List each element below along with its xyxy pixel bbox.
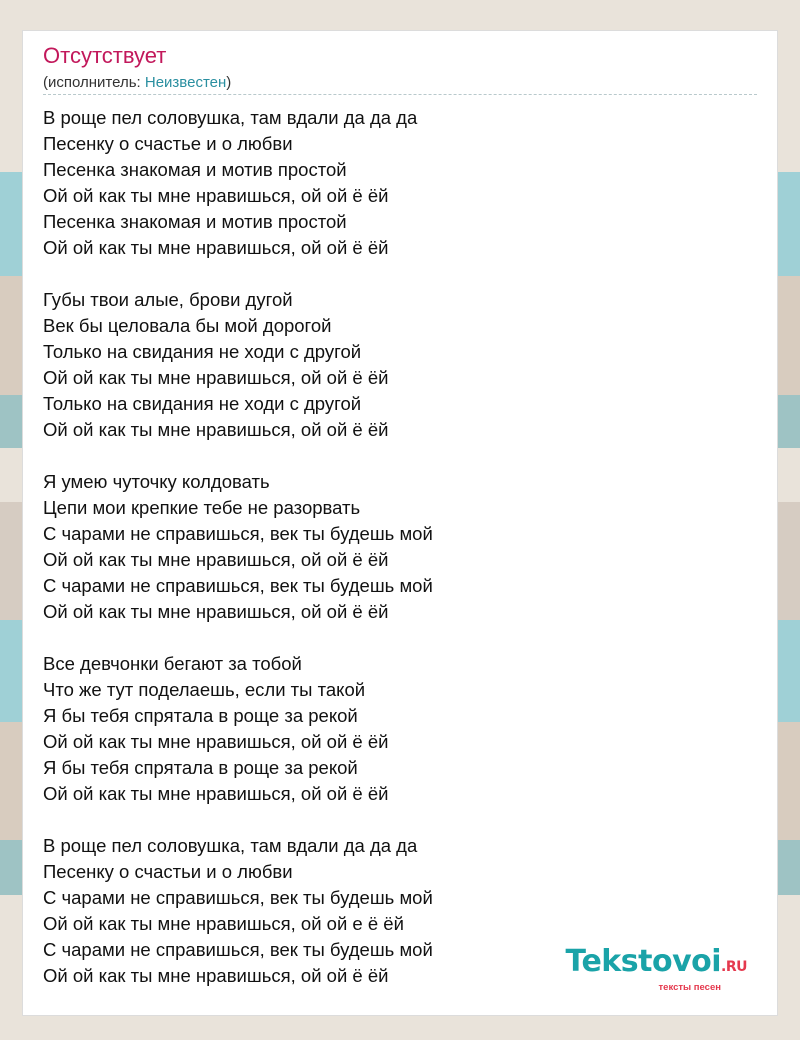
lyrics-line: В роще пел соловушка, там вдали да да да [43,835,418,856]
lyrics-line: Ой ой как ты мне нравишься, ой ой ё ёй [43,731,389,752]
artist-prefix: (исполнитель: [43,74,145,91]
lyrics-line: Ой ой как ты мне нравишься, ой ой ё ёй [43,185,389,206]
lyrics-line: Я умею чуточку колдовать [43,471,270,492]
lyrics-line: Ой ой как ты мне нравишься, ой ой ё ёй [43,367,389,388]
lyrics-line: Ой ой как ты мне нравишься, ой ой ё ёй [43,965,389,986]
lyrics-line: С чарами не справишься, век ты будешь мой [43,575,433,596]
artist-link[interactable]: Неизвестен [144,74,227,91]
lyrics-stanza [43,469,743,625]
lyrics-line: С чарами не справишься, век ты будешь мой [43,887,433,908]
artist-line [43,74,231,91]
lyrics-line: Песенка знакомая и мотив простой [43,211,347,232]
lyrics-body [43,105,743,1015]
site-logo[interactable] [565,946,747,993]
lyrics-line: Ой ой как ты мне нравишься, ой ой ё ёй [43,549,389,570]
logo-tld: .RU [721,959,747,975]
logo-tagline: тексты песен [658,982,721,993]
title-divider [43,94,757,95]
lyrics-line: Ой ой как ты мне нравишься, ой ой ё ёй [43,601,389,622]
lyrics-line: Ой ой как ты мне нравишься, ой ой ё ёй [43,783,389,804]
lyrics-line: Ой ой как ты мне нравишься, ой ой ё ёй [43,237,389,258]
lyrics-line: Только на свидания не ходи с другой [43,393,362,414]
lyrics-line: Я бы тебя спрятала в роще за рекой [43,705,358,726]
lyrics-line: Что же тут поделаешь, если ты такой [43,679,366,700]
lyrics-line: Цепи мои крепкие тебе не разорвать [43,497,361,518]
lyrics-line: Ой ой как ты мне нравишься, ой ой е ё ёй [43,913,404,934]
lyrics-line: С чарами не справишься, век ты будешь мой [43,939,433,960]
lyrics-stanza [43,651,743,807]
lyrics-line: В роще пел соловушка, там вдали да да да [43,107,418,128]
lyrics-stanza [43,287,743,443]
lyrics-line: Только на свидания не ходи с другой [43,341,362,362]
song-title: Отсутствует [43,43,167,68]
logo-wordmark [565,946,747,983]
lyrics-card [22,30,778,1016]
lyrics-line: Губы твои алые, брови дугой [43,289,293,310]
lyrics-line: Я бы тебя спрятала в роще за рекой [43,757,358,778]
logo-main-text: Tekstovoi [565,944,722,979]
lyrics-line: Песенка знакомая и мотив простой [43,159,347,180]
lyrics-line: Песенку о счастье и о любви [43,133,293,154]
lyrics-line: Песенку о счастьи и о любви [43,861,293,882]
lyrics-line: Ой ой как ты мне нравишься, ой ой ё ёй [43,419,389,440]
artist-suffix: ) [226,74,232,91]
lyrics-line: С чарами не справишься, век ты будешь мой [43,523,433,544]
lyrics-stanza [43,105,743,261]
lyrics-line: Век бы целовала бы мой дорогой [43,315,332,336]
lyrics-line: Все девчонки бегают за тобой [43,653,302,674]
